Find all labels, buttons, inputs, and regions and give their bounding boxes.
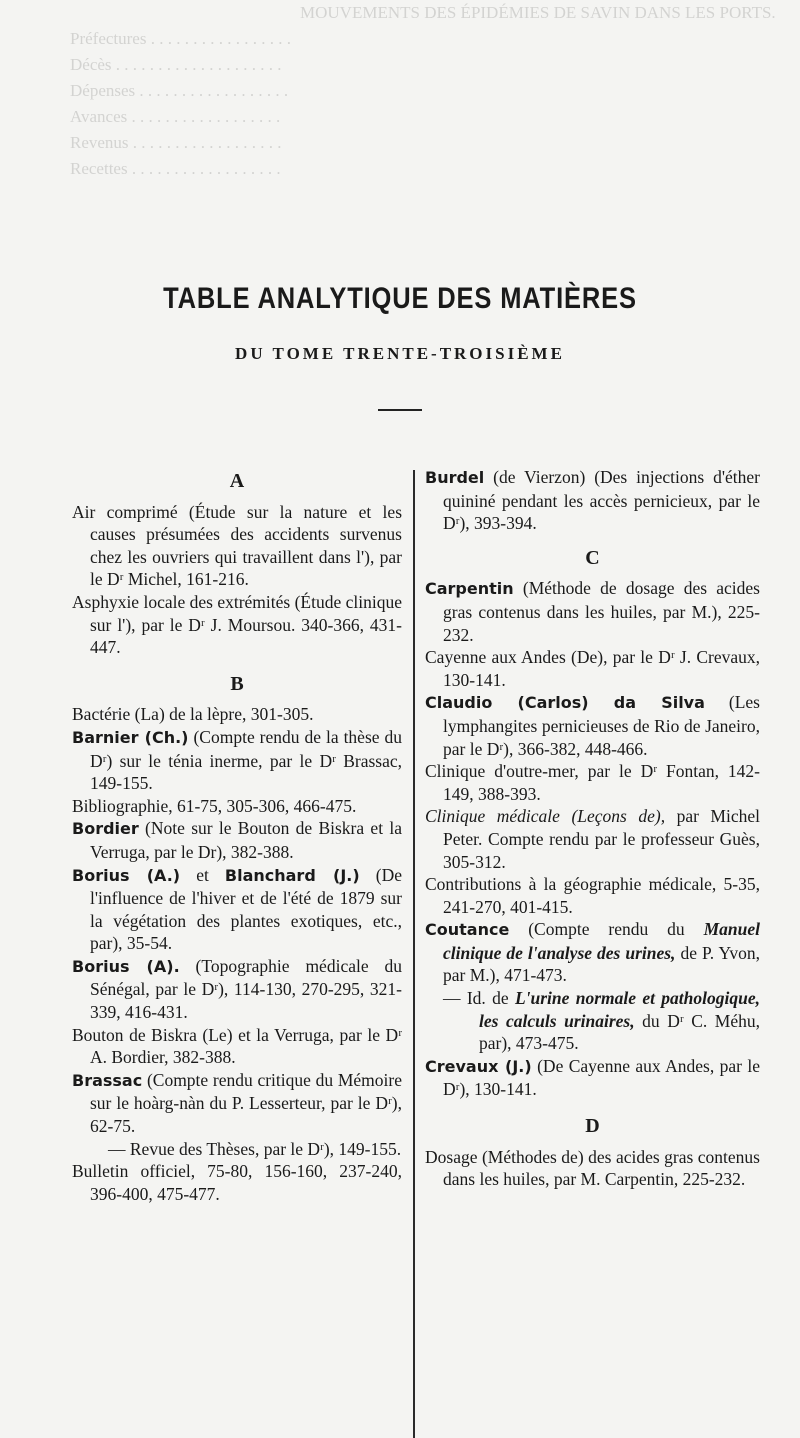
entry-author: Borius (A). [72,956,180,976]
entry-title-italic: L'urine normale et pathologique, les calculs urinaires, [479,988,760,1031]
index-entry [72,864,402,955]
entry-text: — Id. de [443,988,515,1009]
entry-text: (De l'influence de l'hiver et de l'été de 1879 sur la végétation des plantes exotiques, etc., par), 35-54. [90,864,403,954]
index-subentry [425,987,760,1055]
index-entry [72,817,402,863]
bleed-line: Décès . . . . . . . . . . . . . . . . . . . . [70,55,282,74]
section-letter-c: C [585,546,600,569]
entry-author: Brassac [72,1070,143,1090]
bleed-line: Préfectures . . . . . . . . . . . . . . . . . [70,29,291,48]
entry-text: par Michel Peter. Compte rendu par le professeur Guès, 305-312. [443,806,760,872]
entry-title-italic: Manuel clinique de l'analyse des urines, [443,919,760,963]
entry-author: Carpentin [425,579,514,599]
entry-author: Burdel [425,468,485,487]
entry-author: Blanchard (J.) [224,865,360,885]
section-letter-a: A [229,470,245,492]
entry-text: (de Vierzon) (Des injections d'éther quininé pendant les accès pernicieux, par le Dʳ), 393-394. [443,467,760,534]
left-column [72,466,402,1205]
index-entry [72,726,402,795]
index-entry [425,918,760,987]
entry-text: du Dʳ C. Méhu, par), 473-475. [479,1010,760,1054]
index-entry: Cayenne aux Andes (De), par le Dʳ J. Crevaux, 130-141. [425,647,760,690]
index-subentry: — Revue des Thèses, par le Dʳ), 149-155. [108,1138,402,1159]
entry-text: de P. Yvon, par M.), 471-473. [443,942,760,986]
section-letter-d: D [585,1115,600,1138]
index-entry [425,805,760,873]
index-entry: Bouton de Biskra (Le) et la Verruga, par le Dʳ A. Bordier, 382-388. [72,1024,402,1068]
index-entry: Contributions à la géographie médicale, 5-35, 241-270, 401-415. [425,874,760,917]
entry-author: Bordier [72,819,139,839]
index-entry: Air comprimé (Étude sur la nature et les causes présumées des accidents survenus chez les ouvriers qui travaillent dans l'), par le Dʳ Michel, 161-216. [72,501,402,590]
bleed-line: MOUVEMENTS DES ÉPIDÉMIES DE SAVIN DANS LES PORTS. [300,3,776,22]
entry-text: (Méthode de dosage des acides gras contenus dans les huiles, par M.), 225-232. [443,578,760,645]
title-rule [378,409,422,411]
entry-author: Borius (A.) [72,865,181,885]
section-letter-b: B [230,672,244,695]
index-entry: Bulletin officiel, 75-80, 156-160, 237-240, 396-400, 475-477. [72,1161,402,1204]
bleed-through-text [0,0,800,270]
bleed-line: Revenus . . . . . . . . . . . . . . . . . . [70,133,282,152]
index-entry: Clinique d'outre-mer, par le Dʳ Fontan, 142-149, 388-393. [425,761,760,804]
entry-text: (Note sur le Bouton de Biskra et la Verruga, par le Dr), 382-388. [90,818,402,862]
index-entry [425,466,760,535]
entry-text: (Les lymphangites pernicieuses de Rio de Janeiro, par le Dʳ), 366-382, 448-466. [443,692,760,759]
entry-text: (Compte rendu de la thèse du Dʳ) sur le ténia inerme, par le Dʳ Brassac, 149-155. [90,726,402,794]
column-divider [413,470,415,1438]
index-entry [425,577,760,646]
entry-text: (Compte rendu du [509,919,704,940]
index-entry: Asphyxie locale des extrémités (Étude clinique sur l'), par le Dʳ J. Moursou. 340-366, 431-447. [72,591,402,658]
entry-text: (De Cayenne aux Andes, par le Dʳ), 130-141. [443,1055,760,1100]
entry-text: (Topographie médicale du Sénégal, par le Dʳ), 114-130, 270-295, 321-339, 416-431. [90,955,402,1023]
index-entry [72,1069,402,1138]
bleed-line: Avances . . . . . . . . . . . . . . . . . . [70,107,281,126]
entry-author: Coutance [425,920,510,940]
entry-author: Claudio (Carlos) da Silva [425,693,705,713]
entry-text: et [180,864,225,885]
index-entry: Dosage (Méthodes de) des acides gras contenus dans les huiles, par M. Carpentin, 225-232. [425,1146,760,1190]
index-entry: Bactérie (La) de la lèpre, 301-305. [72,704,314,725]
page-subtitle: DU TOME TRENTE-TROISIÈME [235,344,565,363]
index-entry: Bibliographie, 61-75, 305-306, 466-475. [72,795,357,816]
bleed-line: Recettes . . . . . . . . . . . . . . . . . . [70,159,281,178]
index-entry [425,691,760,760]
bleed-line: Dépenses . . . . . . . . . . . . . . . . . . [70,81,289,100]
index-entry [72,955,402,1024]
entry-author: Barnier (Ch.) [72,727,189,747]
entry-author: Crevaux (J.) [425,1056,532,1076]
entry-title-italic: Clinique médicale (Leçons de), [425,806,666,827]
entry-text: (Compte rendu critique du Mémoire sur le hoàrg-nàn du P. Lesserteur, par le Dʳ), 62-75. [90,1069,402,1137]
index-entry [425,1055,760,1101]
right-column [425,466,760,1191]
page-title: TABLE ANALYTIQUE DES MATIÈRES [163,282,637,315]
